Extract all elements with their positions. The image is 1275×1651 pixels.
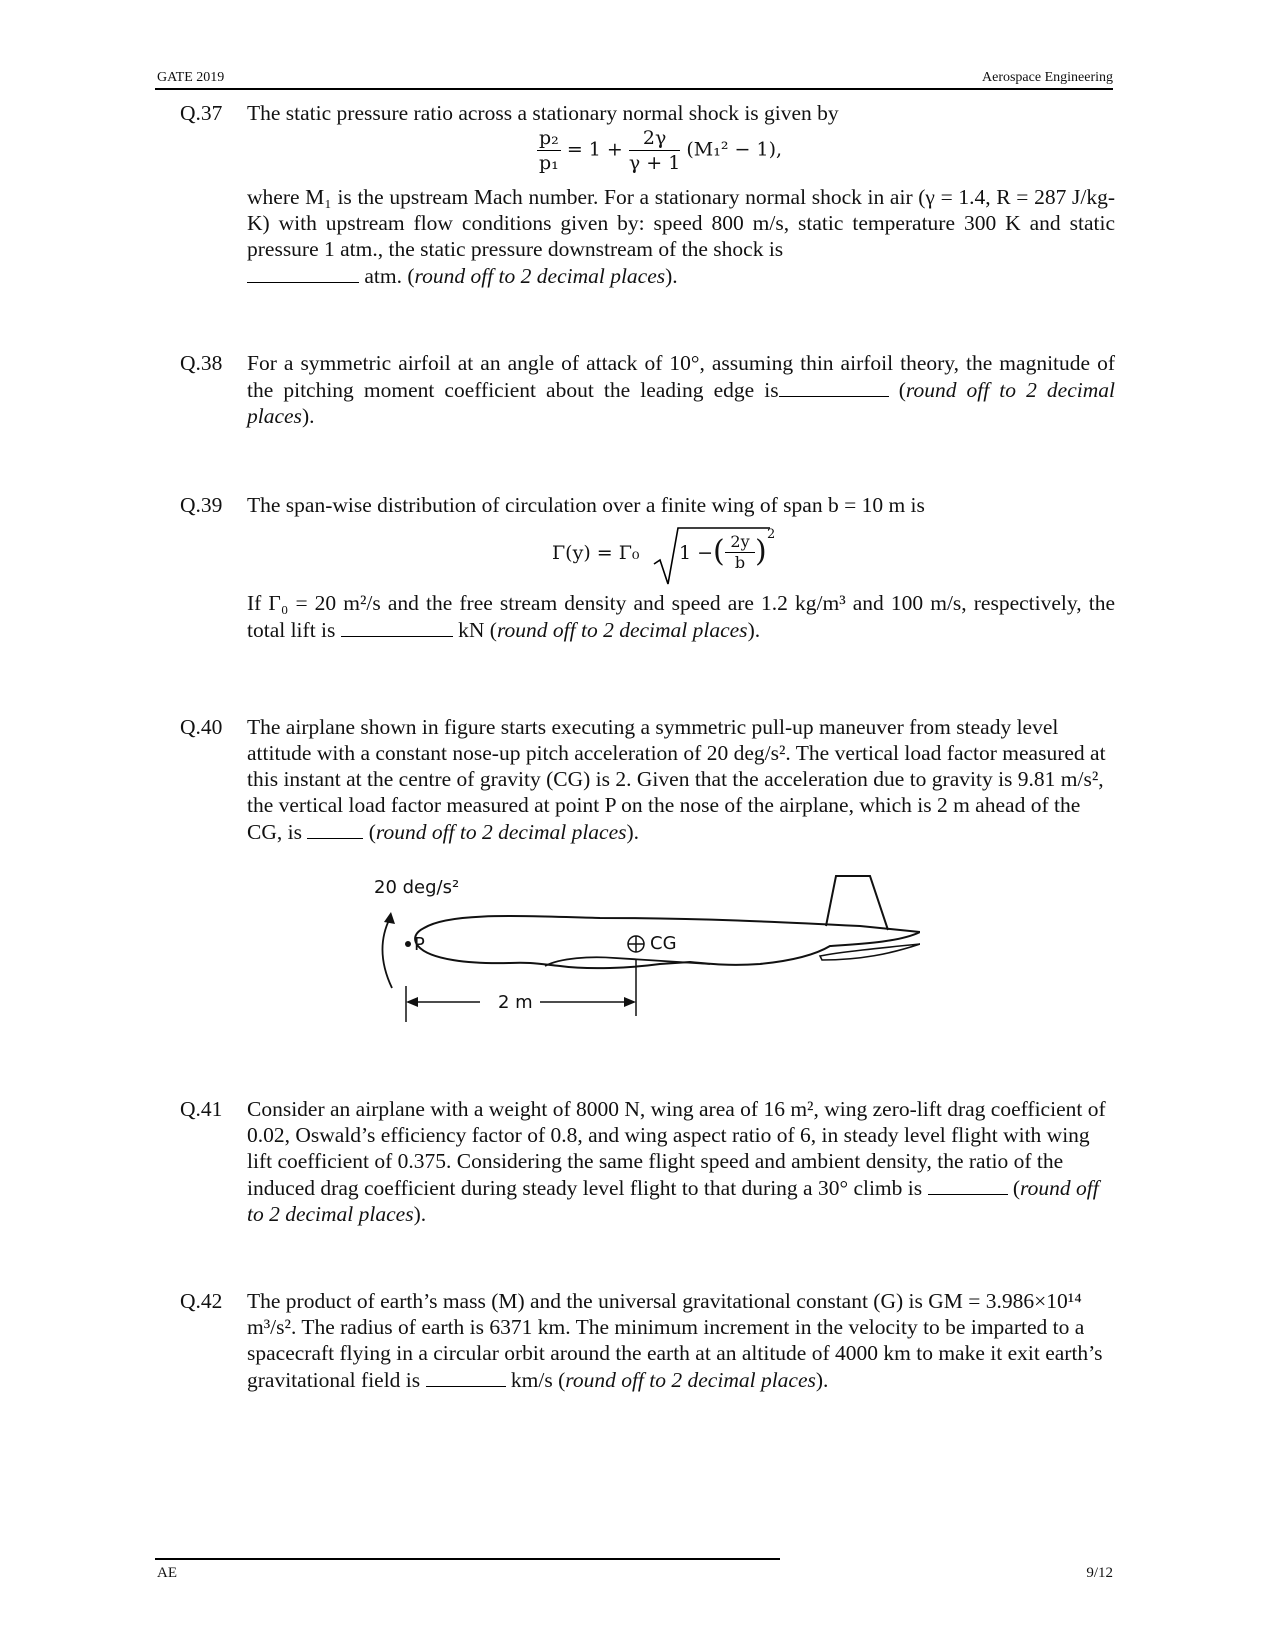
question-close: ). [301,404,315,428]
question-instruction: round off to 2 decimal places [247,1176,1099,1226]
airplane-figure [360,860,920,1040]
wing [545,957,710,966]
eq-lhs-numerator: p₂ [539,127,559,149]
question-instruction: round off to 2 decimal places [247,378,1115,428]
question-close: ). [747,618,761,642]
question-unit: ( [1012,1176,1021,1200]
question-41 [180,1096,1115,1227]
pitch-arrow [382,918,392,988]
eq-paren-left: ( [713,534,725,569]
question-number: Q.42 [180,1289,223,1313]
header-divider [155,88,1113,90]
question-close: ). [815,1368,829,1392]
point-p-marker [405,941,411,947]
header-exam-title: GATE 2019 [157,70,225,85]
question-number: Q.40 [180,715,223,739]
answer-blank[interactable] [928,1174,1008,1195]
point-p-label: P [414,934,425,955]
question-unit: kN ( [458,618,497,642]
circulation-equation [247,518,1115,590]
question-unit: atm. ( [364,264,415,288]
question-text: Consider an airplane with a weight of 8000 N, wing area of 16 m², wing zero-lift drag coefficient of 0.02, Oswald’s efficiency factor of 0.8, and wing aspect ratio of 6, in steady level flight with wing lift coefficient of 0.375. Considering the same flight speed and ambient density, the ratio of the induced drag coefficient during steady level flight to that during a 30° climb is [247,1097,1106,1200]
question-close: ). [413,1202,427,1226]
eq-tail: (M₁² − 1), [686,138,783,161]
answer-blank[interactable] [307,818,363,839]
eq-mid: = 1 + [566,138,623,161]
answer-blank[interactable] [779,376,889,397]
question-number: Q.37 [180,101,223,125]
answer-blank[interactable] [341,616,453,637]
question-instruction: round off to 2 decimal places [375,820,627,844]
question-text: The product of earth’s mass (M) and the universal gravitational constant (G) is GM = 3.986×10¹⁴ m³/s². The radius of earth is 6371 km. The minimum increment in the velocity to be imparted to a spacecraft flying in a circular orbit around the earth at an altitude of 4000 km to make it exit earth’s gravitational field is [247,1289,1103,1392]
question-39 [180,492,1115,643]
question-37 [180,100,1115,289]
eq-frac-numerator: 2y [725,532,755,553]
footer-divider [155,1558,780,1560]
question-38 [180,350,1115,429]
eq-paren-right: ) [755,534,767,569]
question-text: If Γ₀ = 20 m²/s and the free stream density and speed are 1.2 kg/m³ and 100 m/s, respectively, the total lift is [247,591,1115,642]
answer-blank[interactable] [247,262,359,283]
eq-lhs: Γ(y) = Γ₀ [552,542,640,564]
eq-frac-denominator: b [734,553,746,572]
question-40 [180,714,1115,845]
pitch-arrow-head [384,912,395,924]
question-instruction: round off to 2 decimal places [496,618,748,642]
dim-arrow-right [624,997,636,1007]
question-instruction: round off to 2 decimal places [565,1368,816,1392]
question-unit: km/s ( [510,1368,566,1392]
eq-one-minus: 1 − [679,542,714,564]
question-text: where M₁ is the upstream Mach number. For a stationary normal shock in air (γ = 1.4, R = 287 J/kg-K) with upstream flow conditions given by: speed 800 m/s, static temperature 300 K and static pressure 1 atm., the static pressure downstream of the shock is [247,185,1115,261]
page-number: 9/12 [1086,1565,1113,1581]
pressure-ratio-equation [247,126,1115,184]
question-intro: The span-wise distribution of circulation over a finite wing of span b = 10 m is [247,493,925,517]
pitch-acceleration-label: 20 deg/s² [374,877,460,898]
question-number: Q.38 [180,351,223,375]
dim-arrow-left [406,997,418,1007]
question-close: ). [665,264,678,288]
footer-code: AE [157,1565,177,1581]
eq-rhs-denominator: γ + 1 [628,152,681,174]
answer-blank[interactable] [426,1366,506,1387]
question-close: ). [626,820,640,844]
question-text: The airplane shown in figure starts executing a symmetric pull-up maneuver from steady level attitude with a constant nose-up pitch acceleration of 20 deg/s². The vertical load factor measured at this instant at the centre of gravity (CG) is 2. Given that the acceleration due to gravity is 9.81 m/s², the vertical load factor measured at point P on the nose of the airplane, which is 2 m ahead of the CG, is [247,715,1106,844]
question-text: For a symmetric airfoil at an angle of attack of 10°, assuming thin airfoil theory, the magnitude of the pitching moment coefficient about the leading edge is [247,351,1115,402]
question-intro: The static pressure ratio across a stationary normal shock is given by [247,101,839,125]
question-42 [180,1288,1115,1393]
eq-lhs-denominator: p₁ [539,152,559,174]
cg-label: CG [650,933,677,954]
distance-label: 2 m [498,992,533,1013]
header-subject: Aerospace Engineering [982,70,1113,85]
question-number: Q.39 [180,493,223,517]
vertical-fin [826,876,888,930]
question-number: Q.41 [180,1097,223,1121]
eq-rhs-numerator: 2γ [629,126,680,151]
question-unit: ( [898,378,906,402]
question-unit: ( [368,820,376,844]
eq-power: 2 [767,527,776,542]
question-instruction: round off to 2 decimal places [414,264,666,288]
